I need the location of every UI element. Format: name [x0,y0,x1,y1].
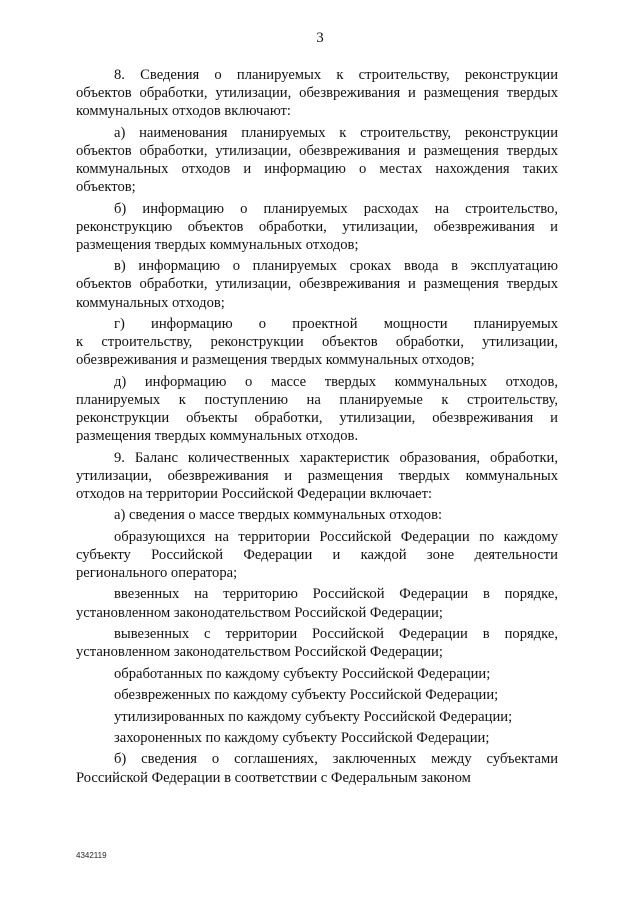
paragraph-line: а) наименования планируемых к строительству, реконструкции [114,124,558,141]
paragraph-line: обезвреживания и размещения твердых коммунальных отходов; [76,352,475,369]
paragraph [76,585,558,621]
paragraph-line: к строительству, реконструкции объектов обработки, утилизации, [76,334,558,351]
paragraph-line: размещения твердых коммунальных отходов. [76,428,359,445]
paragraph [76,257,558,311]
paragraph-line: ввезенных на территорию Российской Федерации в порядке, [114,586,558,603]
paragraph-line: планируемых к поступлению на планируемые к строительству, [76,391,558,408]
paragraph-line: размещения твердых коммунальных отходов; [76,236,359,253]
paragraph [76,708,558,726]
paragraph-line: коммунальных отходов и информацию о местах нахождения таких [76,161,558,177]
paragraph [76,449,558,503]
paragraph-line: реконструкции объекты обработки, утилизации, обезвреживания и [76,410,558,427]
paragraph-line: Российской Федерации в соответствии с Федеральным законом [76,769,471,786]
paragraph-line: вывезенных с территории Российской Федерации в порядке, [114,626,558,643]
paragraph-line: образующихся на территории Российской Федерации по каждому [114,528,558,545]
paragraph-line: в) информацию о планируемых сроках ввода в эксплуатацию [114,258,558,275]
paragraph-line: субъекту Российской Федерации и каждой зоне деятельности [76,546,558,563]
paragraph-line: 9. Баланс количественных характеристик образования, обработки, [114,449,558,466]
document-code: 4342119 [76,851,107,860]
paragraph-line: объектов обработки, утилизации, обезвреживания и размещения твердых [76,85,558,102]
paragraph [76,506,558,524]
page-number: 3 [316,30,324,46]
paragraph-line: захороненных по каждому субъекту Российской Федерации; [114,729,490,746]
paragraph-line: отходов на территории Российской Федерации включает: [76,485,433,502]
paragraph-line: установленном законодательством Российской Федерации; [76,604,443,621]
paragraph-line: установленном законодательством Российской Федерации; [76,644,443,661]
paragraph-line: коммунальных отходов включают: [76,103,291,120]
paragraph [76,66,558,120]
paragraph-line: г) информацию о проектной мощности планируемых [114,316,558,333]
paragraph [76,373,558,446]
paragraph [76,625,558,661]
paragraph-line: б) сведения о соглашениях, заключенных между субъектами [114,751,558,768]
paragraph-line: б) информацию о планируемых расходах на строительство, [114,200,558,217]
paragraph-line: д) информацию о массе твердых коммунальных отходов, [114,373,558,390]
document-body [76,66,558,790]
paragraph-line: объектов обработки, утилизации, обезвреживания и размещения твердых [76,276,558,293]
paragraph-line: 8. Сведения о планируемых к строительству, реконструкции [114,67,558,83]
paragraph-line: объектов обработки, утилизации, обезвреживания и размещения твердых [76,142,558,159]
paragraph [76,665,558,683]
paragraph-line: а) сведения о массе твердых коммунальных отходов: [114,507,443,524]
paragraph [76,750,558,786]
paragraph [76,200,558,254]
paragraph-line: обезвреженных по каждому субъекту Российской Федерации; [114,687,499,704]
paragraph-line: коммунальных отходов; [76,294,225,311]
paragraph-line: регионального оператора; [76,565,238,582]
paragraph-line: объектов; [76,179,136,196]
paragraph [76,729,558,747]
paragraph [76,528,558,582]
paragraph-line: обработанных по каждому субъекту Российской Федерации; [114,665,491,682]
paragraph-line: реконструкцию объектов обработки, утилизации, обезвреживания и [76,218,558,235]
paragraph [76,124,558,197]
paragraph-line: утилизации, обезвреживания и размещения твердых коммунальных [76,467,558,484]
paragraph [76,315,558,369]
paragraph [76,686,558,704]
paragraph-line: утилизированных по каждому субъекту Российской Федерации; [114,708,513,725]
